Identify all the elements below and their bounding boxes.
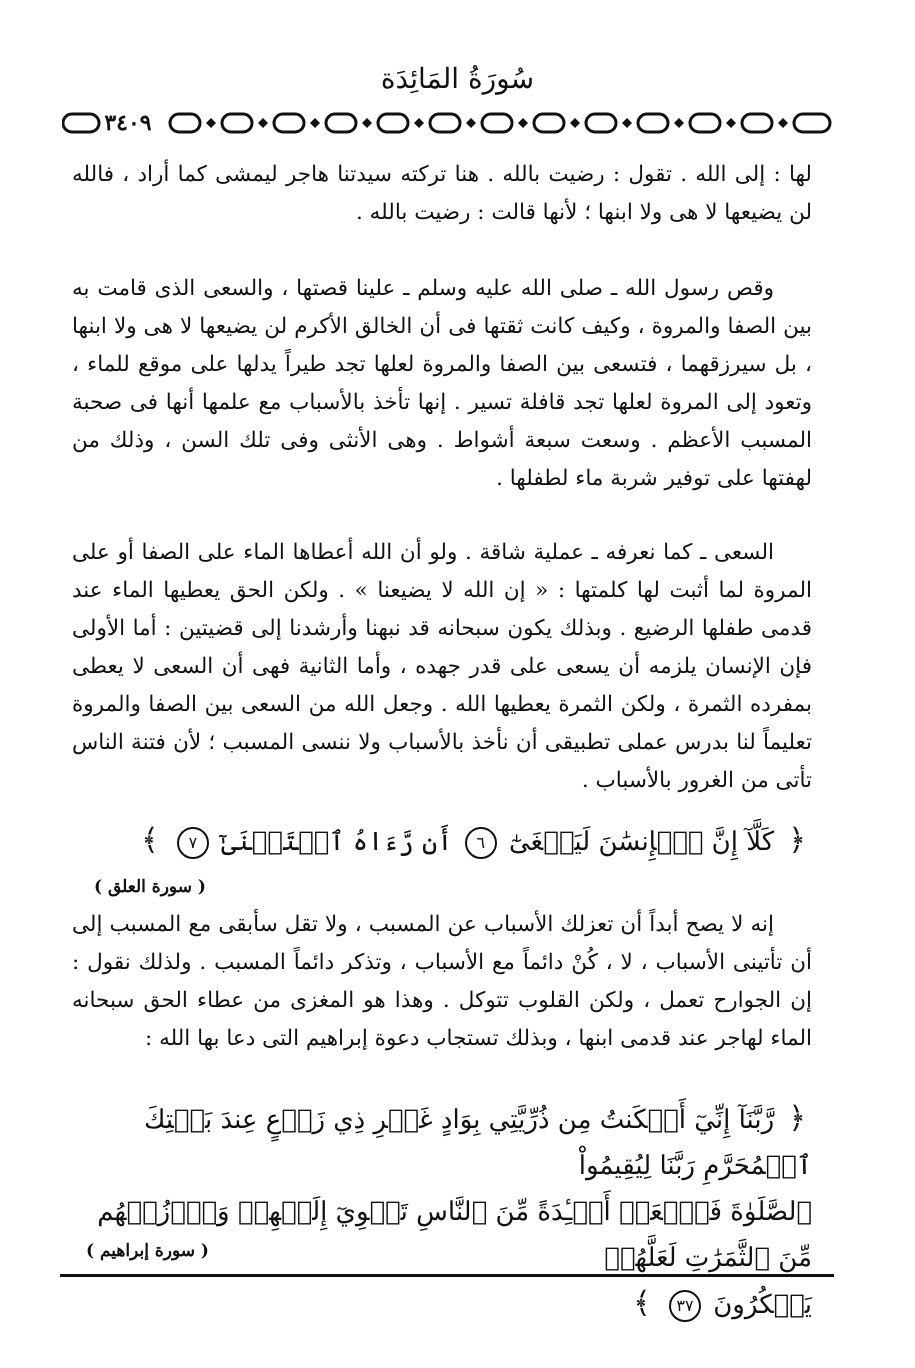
surah-reference-alaq: ( سورة العلق ) [94, 877, 206, 897]
verse-close-bracket: ﴾ [633, 1286, 651, 1321]
verse-open-bracket: ﴿ [788, 823, 806, 858]
ayah-number-marker: ٧ [177, 827, 209, 859]
ayah-number-marker: ٦ [465, 827, 497, 859]
paragraph-text: وقص رسول الله ـ صلى الله عليه وسلم ـ علينا قصتها ، والسعى الذى قامت به بين الصفا والمروة ، وكيف كانت ثقتها فى أن الخالق الأكرم لن يضيعها لا هى ولا ابنها ، بل سيرزقهما ، فتسعى بين الصفا والمروة لعلها تجد طيراً يدلها على موقع للماء ، وتعود إلى المروة لعلها تجد قافلة تسير . إنها تأخذ بالأسباب مع علمها أنها فى صحبة المسبب الأعظم . وسعت سبعة أشواط . وهى الأنثى وفى تلك السن ، وذلك من لهفتها على توفير شربة ماء لطفلها . [72, 276, 812, 491]
verse-open-bracket: ﴿ [788, 1101, 806, 1136]
verse-line-2 [60, 1189, 812, 1281]
surah-header-title: سُورَةُ المَائِدَة [380, 62, 535, 95]
paragraph-3 [72, 534, 812, 800]
surah-reference-ibrahim: ( سورة إبراهيم ) [86, 1241, 209, 1261]
ayah-number-marker: ٣٧ [669, 1290, 701, 1322]
verse-text: ٱلصَّلَوٰةَ فَٱجۡعَلۡ أَفۡـِٔدَةً مِّنَ ٱلنَّاسِ تَهۡوِيٓ إِلَيۡهِمۡ وَٱرۡزُقۡهُم مِّنَ ٱلثَّمَرَٰتِ لَعَلَّهُمۡ [97, 1197, 812, 1273]
verse-line-1 [60, 1096, 812, 1189]
header-ornament-border [62, 108, 834, 138]
page-number: ٣٤٠٩ [104, 110, 152, 136]
paragraph-text: إنه لا يصح أبداً أن تعزلك الأسباب عن المسبب ، ولا تقل سأبقى مع المسبب إلى أن تأتينى الأسباب ، لا ، كُنْ دائماً مع الأسباب ، وتذكر دائماً المسبب . ولذلك نقول : إن الجوارح تعمل ، ولكن القلوب تتوكل . وهذا هو المغزى من عطاء الحق سبحانه الماء لهاجر عند قدمى ابنها ، وبذلك تستجاب دعوة إبراهيم التى دعا بها الله : [72, 912, 812, 1051]
verse-text: يَشۡكُرُونَ [713, 1290, 812, 1320]
quran-verse-ibrahim [60, 1096, 812, 1328]
footer-rule [60, 1274, 834, 1277]
quran-verse-alaq [60, 818, 812, 865]
paragraph-1 [72, 156, 812, 232]
verse-text: رَّبَّنَآ إِنِّيٓ أَسۡكَنتُ مِن ذُرِّيَّتِي بِوَادٍ غَيۡرِ ذِي زَرۡعٍ عِندَ بَيۡتِكَ ٱلۡمُحَرَّمِ رَبَّنَا لِيُقِيمُواْ [144, 1105, 812, 1181]
paragraph-4 [72, 906, 812, 1058]
verse-text: كَلَّآ إِنَّ ٱلۡإِنسَٰنَ لَيَطۡغَىٰٓ [509, 827, 775, 857]
paragraph-text: السعى ـ كما نعرفه ـ عملية شاقة . ولو أن الله أعطاها الماء على الصفا أو على المروة لما أثبت لها كلمتها : « إن الله لا يضيعنا » . ولكن الحق يعطيها الماء عند قدمى طفلها الرضيع . وبذلك يكون سبحانه قد نبهنا وأرشدنا إلى قضيتين : أما الأولى فإن الإنسان يلزمه أن يسعى على قدر جهده ، وأما الثانية فهى أن السعى لا يعطى بمفرده الثمرة ، ولكن الثمرة يعطيها الله . وجعل الله من السعى بين الصفا والمروة تعليماً لنا بدرس عملى تطبيقى أن نأخذ بالأسباب ولا ننسى المسبب ؛ لأن فتنة الناس تأتى من الغرور بالأسباب . [72, 540, 812, 793]
paragraph-2 [72, 270, 812, 498]
verse-text: أَن رَّءَاهُ ٱسۡتَغۡنَىٰٓ [221, 827, 453, 857]
paragraph-text: لها : إلى الله . تقول : رضيت بالله . هنا تركته سيدتنا هاجر ليمشى كما أراد ، فالله لن يضيعها لا هى ولا ابنها ؛ لأنها قالت : رضيت بالله . [72, 162, 812, 225]
verse-line-3 [60, 1281, 812, 1328]
verse-close-bracket: ﴾ [141, 823, 159, 858]
